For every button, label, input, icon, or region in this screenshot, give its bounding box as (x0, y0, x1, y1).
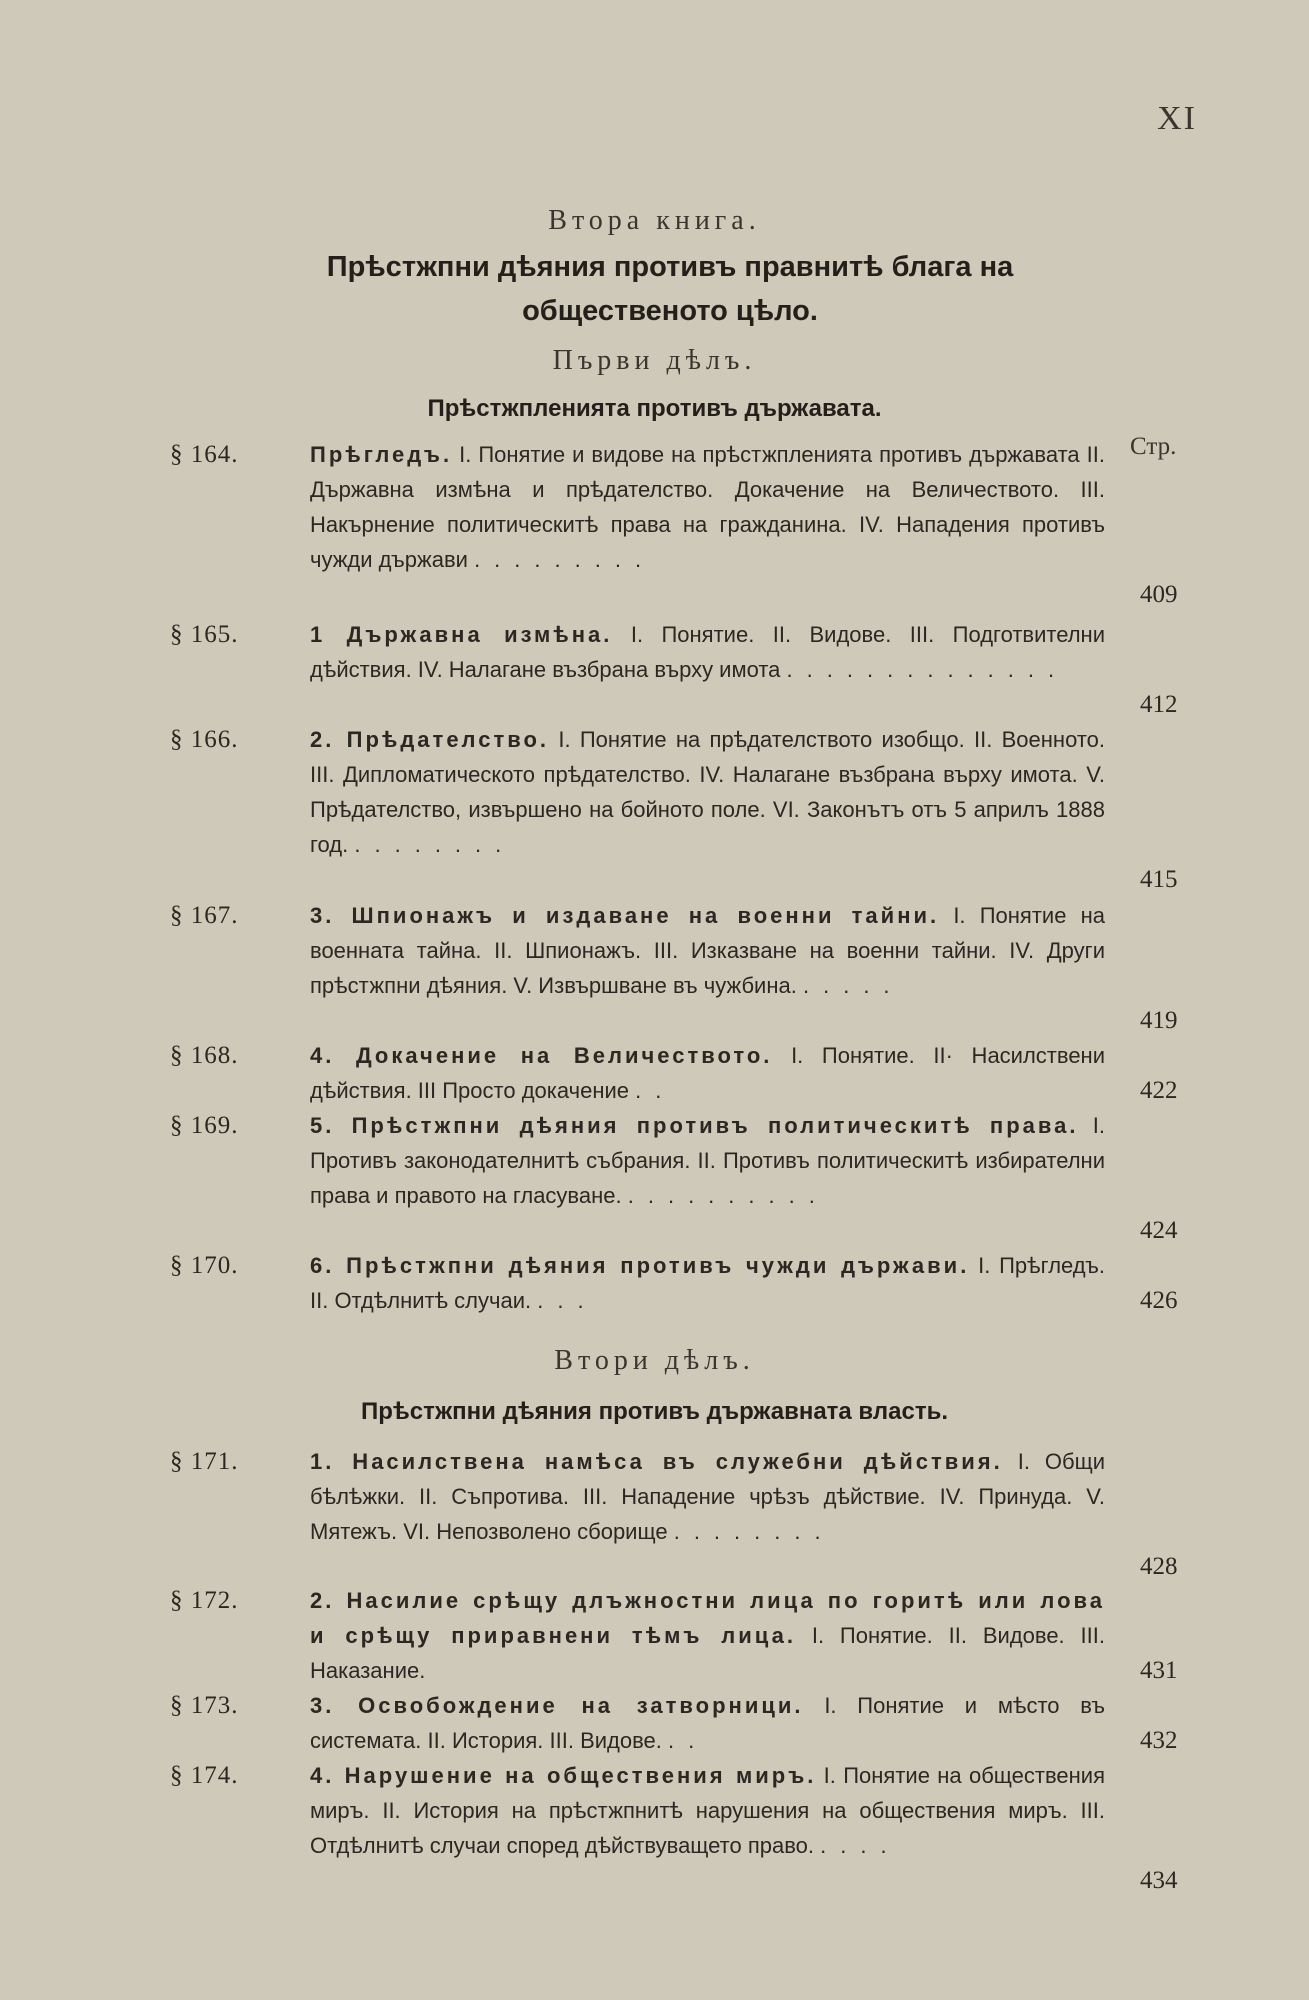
entry-text: 4. Докачение на Величеството. I. Понятие. II· Насилствени дѣйствия. III Просто докачение .. (310, 1043, 1105, 1103)
entry-description: I. Понятие. II. Видове. III. Наказание. (310, 1623, 1105, 1683)
section-number: § 166. (170, 726, 239, 753)
entry-text: 6. Прѣстжпни дѣяния противъ чужди държави. I. Прѣгледъ. II. Отдѣлнитѣ случаи. ... (310, 1253, 1105, 1313)
page-ref: 409 (1140, 581, 1178, 608)
section-number: § 171. (170, 1448, 239, 1475)
entry-heading: 2. Насилие срѣщу длъжностни лица по горитѣ или лова и срѣщу приравнени тѣмъ лица. (310, 1588, 1105, 1648)
entry-heading: 3. Освобождение на затворници. (310, 1693, 804, 1718)
entry-description: I. Понятие на прѣдателството изобщо. II. Военното. III. Дипломатическото прѣдателство. IV. Налагане възбрана върху имота. V. Прѣдателство, извършено на бойното поле. VI. Законътъ отъ 5 априлъ 1888 год. (310, 727, 1106, 857)
section-number: § 170. (170, 1252, 239, 1279)
part-label: Първи дѣлъ. (552, 345, 757, 376)
section-number: § 167. (170, 902, 239, 929)
part-label: Втори дѣлъ. (554, 1345, 755, 1376)
page-number: XI (1157, 100, 1197, 137)
book-title: Прѣстжпни дѣяния противъ правнитѣ блага на общественото цѣло. (326, 251, 1014, 327)
section-number: § 169. (170, 1112, 239, 1139)
book-label: Втора книга. (548, 205, 761, 236)
entry-text: 4. Нарушение на обществения миръ. I. Понятие на обществения миръ. II. История на прѣстжпнитѣ нарушения на обществения миръ. III. Отдѣлнитѣ случаи според дѣйствуващето право. .... (310, 1763, 1105, 1858)
section-number: § 172. (170, 1587, 239, 1614)
page-ref: 415 (1140, 866, 1178, 893)
section-number: § 174. (170, 1762, 239, 1789)
part-title: Прѣстжпни дѣяния противъ държавната власть. (360, 1398, 948, 1425)
page-ref: 428 (1140, 1553, 1178, 1580)
entry-text: 1 Държавна измѣна. I. Понятие. II. Видове. III. Подготвителни дѣйствия. IV. Налагане възбрана върху имота .............. (310, 622, 1105, 682)
entry-heading: 1. Насилствена намѣса въ служебни дѣйствия. (310, 1449, 1003, 1474)
entry-description: I. Понятие на военната тайна. II. Шпионажъ. III. Изказване на военни тайни. IV. Други прѣстжпни дѣяния. V. Извършване въ чужбина. (310, 903, 1105, 998)
entry-heading: 5. Прѣстжпни дѣяния противъ политическитѣ права. (310, 1113, 1079, 1138)
page-ref: 424 (1140, 1217, 1178, 1244)
entry-text: 3. Шпионажъ и издаване на военни тайни. I. Понятие на военната тайна. II. Шпионажъ. III. Изказване на военни тайни. IV. Други прѣстжпни дѣяния. V. Извършване въ чужбина. ..... (310, 903, 1105, 998)
page-ref: 419 (1140, 1007, 1178, 1034)
page-ref: 412 (1140, 691, 1178, 718)
entry-description: I. Прѣгледъ. II. Отдѣлнитѣ случаи. (310, 1253, 1105, 1313)
entry-description: I. Понятие на обществения миръ. II. История на прѣстжпнитѣ нарушения на обществения миръ. III. Отдѣлнитѣ случаи според дѣйствуващето право. (310, 1763, 1105, 1858)
section-number: § 165. (170, 621, 239, 648)
entry-description: I. Понятие и видове на прѣстжпленията противъ държавата II. Държавна измѣна и прѣдателство. Докачение на Величеството. III. Накърнение политическитѣ права на гражданина. IV. Нападения противъ чужди държави (310, 442, 1105, 572)
entry-heading: 4. Докачение на Величеството. (310, 1043, 773, 1068)
entry-text: 1. Насилствена намѣса въ служебни дѣйствия. I. Общи бѣлѣжки. II. Съпротива. III. Нападение чрѣзъ дѣйствие. IV. Принуда. V. Мятежъ. VI. Непозволено сборище ........ (310, 1449, 1105, 1544)
entry-heading: 3. Шпионажъ и издаване на военни тайни. (310, 903, 940, 928)
entry-text: Прѣгледъ. I. Понятие и видове на прѣстжпленията противъ държавата II. Държавна измѣна и прѣдателство. Докачение на Величеството. III. Накърнение политическитѣ права на гражданина. IV. Нападения противъ чужди държави ......... (310, 442, 1105, 572)
section-number: § 168. (170, 1042, 239, 1069)
page-ref: 426 (1140, 1287, 1178, 1314)
page-column-label: Стр. (1130, 433, 1177, 460)
page-ref: 432 (1140, 1727, 1178, 1754)
entry-description: I. Понятие. II. Видове. III. Подготвителни дѣйствия. IV. Налагане възбрана върху имота (310, 622, 1105, 682)
entry-text: 2. Прѣдателство. I. Понятие на прѣдателството изобщо. II. Военното. III. Дипломатическото прѣдателство. IV. Налагане възбрана върху имота. V. Прѣдателство, извършено на бойното поле. VI. Законътъ отъ 5 априлъ 1888 год. ........ (310, 727, 1106, 857)
entry-text: 5. Прѣстжпни дѣяния противъ политическитѣ права. I. Противъ законодателнитѣ събрания. II. Противъ политическитѣ избирателни права и правото на гласуване. .......... (310, 1113, 1105, 1208)
page-ref: 431 (1140, 1657, 1178, 1684)
entry-heading: 1 Държавна измѣна. (310, 622, 613, 647)
entry-text: 3. Освобождение на затворници. I. Понятие и мѣсто въ системата. II. История. III. Видове. .. (310, 1693, 1105, 1753)
entry-heading: Прѣгледъ. (310, 442, 453, 467)
page-ref: 422 (1140, 1077, 1178, 1104)
entry-heading: 4. Нарушение на обществения миръ. (310, 1763, 817, 1788)
entry-description: I. Противъ законодателнитѣ събрания. II. Противъ политическитѣ избирателни права и правото на гласуване. (310, 1113, 1105, 1208)
section-number: § 164. (170, 441, 239, 468)
entry-description: I. Общи бѣлѣжки. II. Съпротива. III. Нападение чрѣзъ дѣйствие. IV. Принуда. V. Мятежъ. VI. Непозволено сборище (310, 1449, 1105, 1544)
entry-text (310, 1583, 1105, 1688)
entry-description: I. Понятие и мѣсто въ системата. II. История. III. Видове. (310, 1693, 1105, 1753)
entry-description: I. Понятие. II· Насилствени дѣйствия. III Просто докачение (310, 1043, 1105, 1103)
part-title: Прѣстжпленията противъ държавата. (427, 395, 882, 422)
section-number: § 173. (170, 1692, 239, 1719)
entry-heading: 6. Прѣстжпни дѣяния противъ чужди държави. (310, 1253, 970, 1278)
entry-heading: 2. Прѣдателство. (310, 727, 550, 752)
page-ref: 434 (1140, 1867, 1178, 1894)
